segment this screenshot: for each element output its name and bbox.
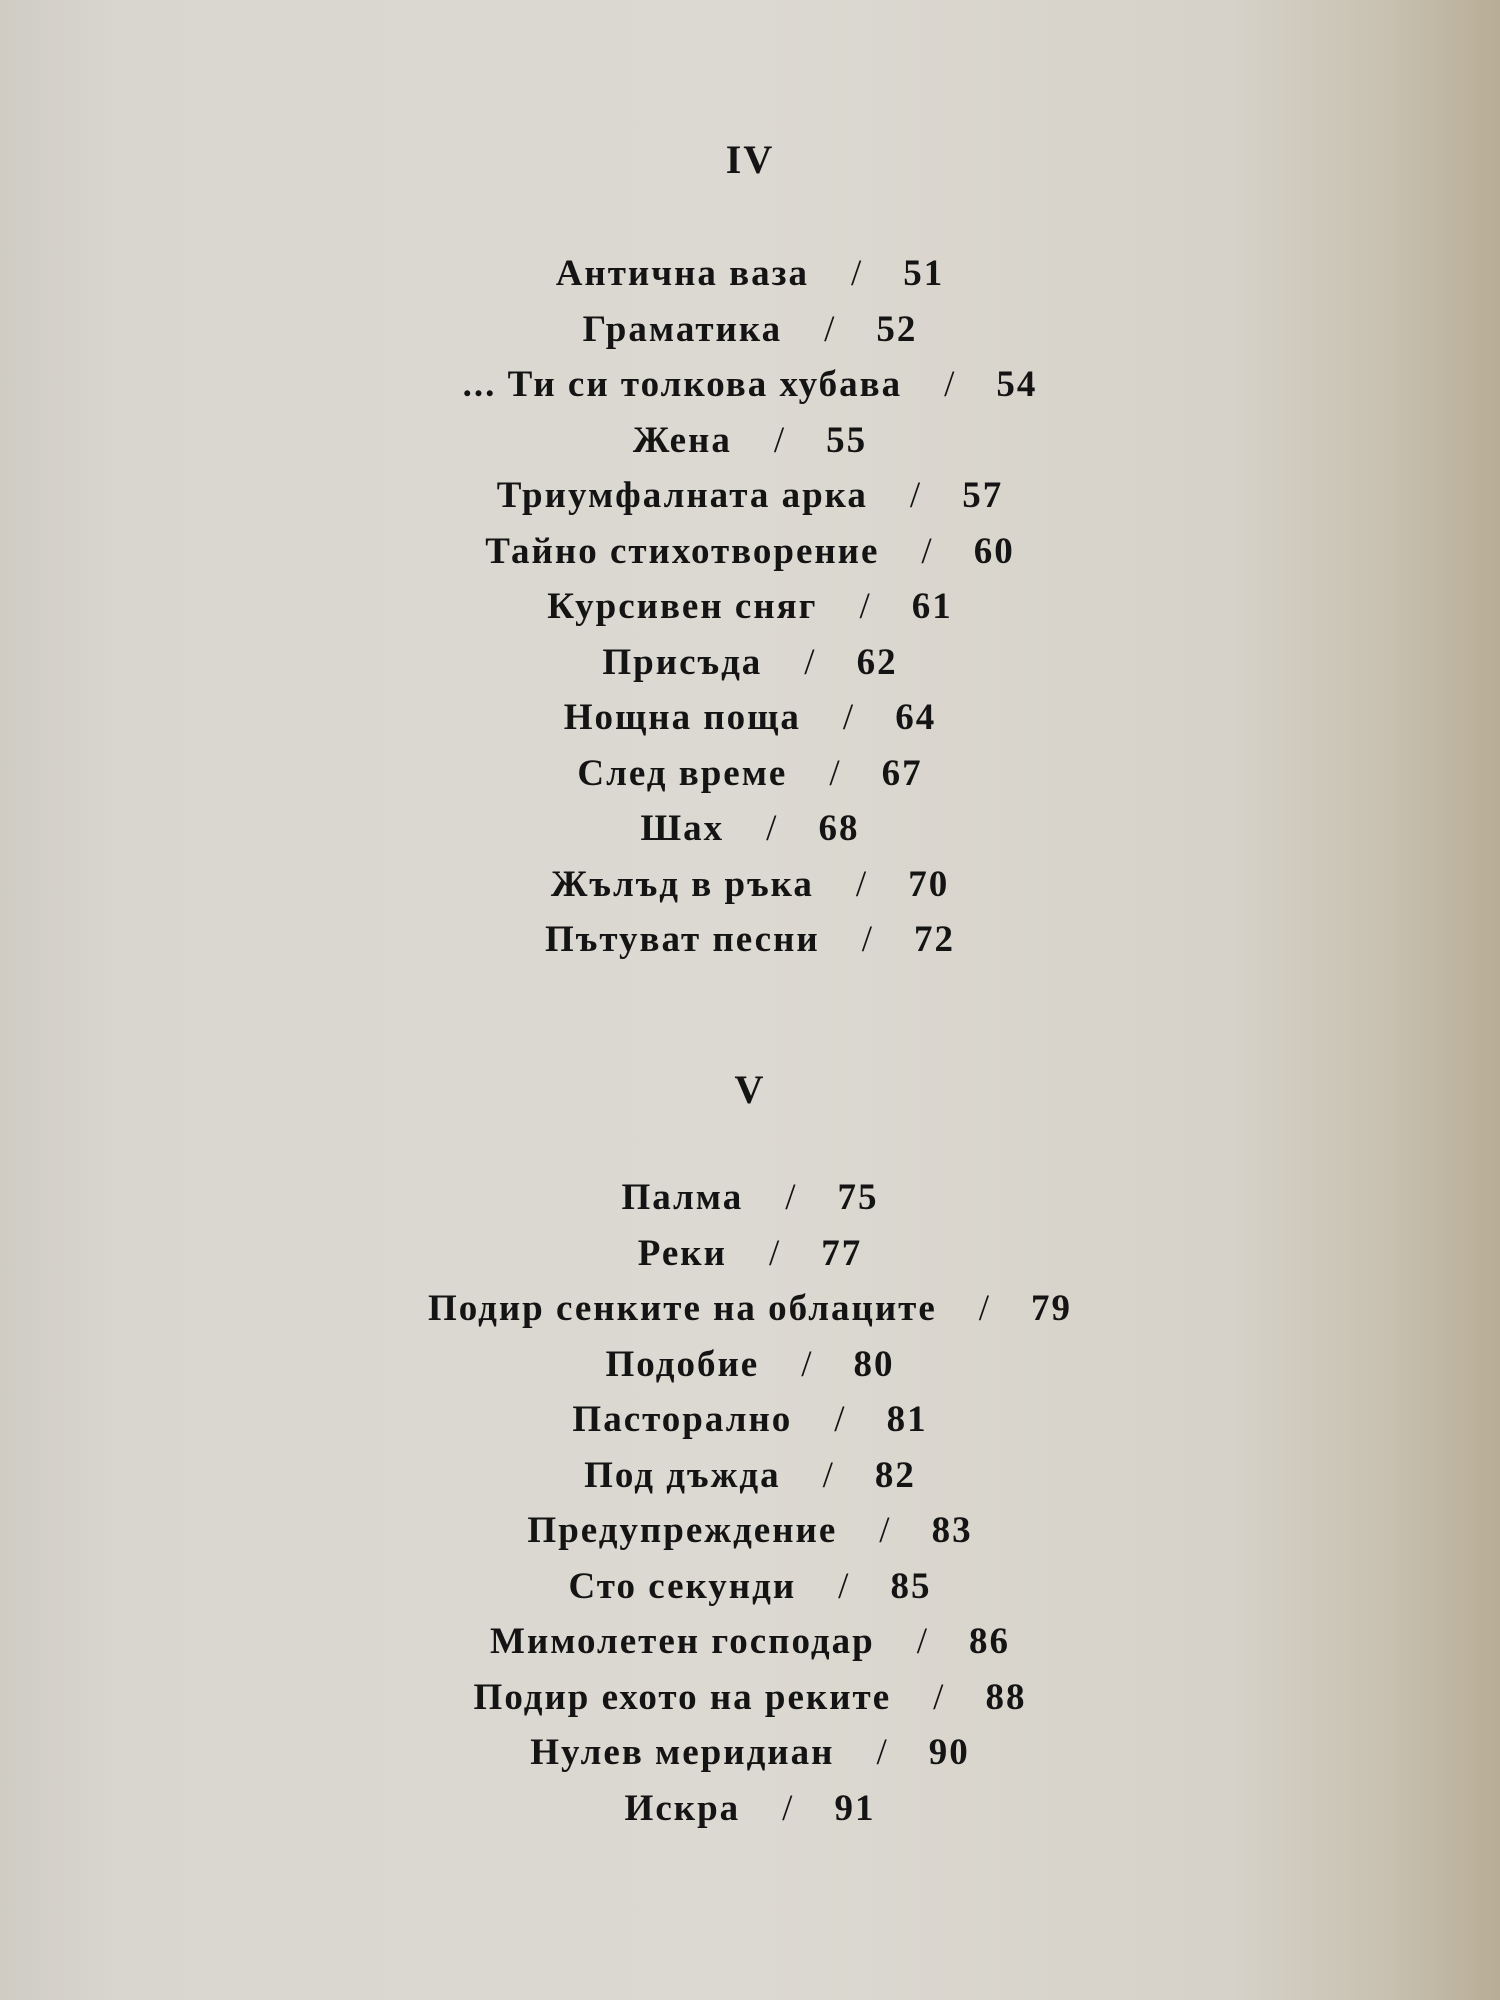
toc-entry-separator: / — [861, 919, 875, 960]
toc-entry — [0, 357, 1500, 413]
toc-entry-separator: / — [801, 1343, 814, 1385]
toc-entry-title: Триумфалната арка — [496, 475, 868, 516]
toc-entry — [0, 413, 1500, 469]
toc-entry — [0, 1559, 1500, 1615]
toc-entry-separator: / — [944, 364, 957, 405]
toc-entry — [0, 1226, 1500, 1282]
toc-entry-page-number: 62 — [856, 641, 898, 683]
toc-entry-page-number: 60 — [973, 530, 1015, 572]
toc-entry-title: Под дъжда — [584, 1454, 781, 1496]
toc-entry-page-number: 83 — [931, 1510, 973, 1551]
toc-entry-title: Пасторално — [572, 1399, 793, 1440]
toc-entry-title: Предупреждение — [527, 1510, 838, 1551]
toc-entry — [0, 468, 1500, 524]
toc-entry-separator: / — [824, 308, 837, 350]
toc-entry-separator: / — [838, 1565, 851, 1607]
toc-entry — [0, 1614, 1500, 1670]
toc-entry-page-number: 67 — [881, 752, 923, 794]
toc-entry — [0, 302, 1500, 358]
toc-entry-separator: / — [909, 475, 923, 516]
toc-entry-separator: / — [785, 1177, 798, 1218]
toc-entry-separator: / — [978, 1288, 992, 1329]
toc-entry-page-number: 85 — [890, 1565, 932, 1607]
toc-entry-page-number: 57 — [962, 475, 1004, 516]
toc-list-section-iv — [0, 246, 1500, 968]
toc-entry — [0, 746, 1500, 802]
toc-list-section-v — [0, 1170, 1500, 1836]
toc-entry-title: Присъда — [602, 641, 763, 683]
toc-entry-separator: / — [855, 863, 869, 905]
toc-entry-title: Пътуват песни — [544, 919, 820, 960]
toc-entry — [0, 690, 1500, 746]
toc-entry-title: Реки — [637, 1232, 727, 1274]
toc-entry-page-number: 51 — [903, 253, 945, 294]
toc-entry-page-number: 72 — [914, 919, 956, 960]
toc-entry-separator: / — [834, 1399, 847, 1440]
toc-entry-title: Курсивен сняг — [547, 586, 818, 627]
toc-entry-separator: / — [851, 253, 864, 294]
toc-entry-page-number: 82 — [874, 1454, 916, 1496]
toc-entry-page-number: 80 — [853, 1343, 895, 1385]
toc-entry-title: Подобие — [605, 1343, 760, 1385]
toc-entry-separator: / — [773, 419, 787, 461]
toc-entry — [0, 1281, 1500, 1337]
toc-entry — [0, 1337, 1500, 1393]
toc-entry-separator: / — [933, 1676, 946, 1718]
toc-entry-page-number: 77 — [821, 1232, 863, 1274]
toc-entry-page-number: 88 — [985, 1676, 1027, 1718]
toc-entry-page-number: 91 — [834, 1787, 876, 1829]
toc-entry-title: Подир сенките на облаците — [427, 1288, 937, 1329]
toc-entry-separator: / — [876, 1732, 889, 1773]
toc-entry-title: Жълъд в ръка — [550, 863, 814, 905]
toc-entry-title: Нощна поща — [563, 697, 801, 738]
toc-entry — [0, 1392, 1500, 1448]
toc-entry — [0, 1170, 1500, 1226]
toc-entry — [0, 246, 1500, 302]
toc-entry — [0, 1781, 1500, 1837]
toc-entry-title: Подир ехото на реките — [473, 1676, 892, 1718]
toc-entry-title: Искра — [624, 1787, 741, 1829]
toc-entry-title: Шах — [640, 808, 725, 849]
toc-entry — [0, 579, 1500, 635]
toc-entry — [0, 635, 1500, 691]
toc-entry-title: Тайно стихотворение — [485, 530, 880, 572]
toc-entry-page-number: 86 — [968, 1621, 1010, 1662]
toc-entry — [0, 1448, 1500, 1504]
toc-entry-separator: / — [921, 530, 934, 572]
toc-entry-separator: / — [879, 1510, 892, 1551]
toc-entry-title: ... Ти си толкова хубава — [462, 364, 903, 405]
toc-entry-separator: / — [842, 697, 856, 738]
toc-entry-page-number: 90 — [928, 1732, 970, 1773]
toc-entry-page-number: 55 — [826, 419, 868, 461]
toc-entry-title: Антична ваза — [555, 253, 810, 294]
toc-entry-separator: / — [916, 1621, 929, 1662]
toc-entry-separator: / — [782, 1787, 795, 1829]
toc-entry-title: Жена — [632, 419, 732, 461]
toc-entry-page-number: 68 — [818, 808, 860, 849]
toc-entry — [0, 857, 1500, 913]
toc-entry-title: Нулев меридиан — [530, 1732, 835, 1773]
toc-entry-separator: / — [829, 752, 842, 794]
toc-entry — [0, 1670, 1500, 1726]
toc-entry-page-number: 54 — [996, 364, 1038, 405]
toc-entry-page-number: 70 — [908, 863, 950, 905]
toc-entry — [0, 1503, 1500, 1559]
toc-entry-separator: / — [768, 1232, 782, 1274]
toc-entry-separator: / — [804, 641, 817, 683]
toc-entry-title: След време — [577, 752, 788, 794]
toc-entry-page-number: 79 — [1031, 1288, 1073, 1329]
toc-entry-title: Палма — [621, 1177, 744, 1218]
toc-entry-title: Граматика — [582, 308, 783, 350]
section-heading-v: V — [734, 1067, 766, 1112]
toc-entry — [0, 1725, 1500, 1781]
toc-entry — [0, 801, 1500, 857]
toc-entry-page-number: 64 — [895, 697, 937, 738]
toc-entry-title: Мимолетен господар — [490, 1621, 875, 1662]
toc-entry — [0, 524, 1500, 580]
toc-entry-separator: / — [822, 1454, 835, 1496]
toc-entry — [0, 912, 1500, 968]
toc-entry-separator: / — [859, 586, 872, 627]
toc-entry-page-number: 81 — [886, 1399, 928, 1440]
section-heading-iv: IV — [725, 137, 775, 182]
toc-entry-page-number: 52 — [876, 308, 918, 350]
toc-entry-page-number: 75 — [837, 1177, 879, 1218]
toc-entry-title: Сто секунди — [568, 1565, 797, 1607]
toc-entry-page-number: 61 — [911, 586, 953, 627]
toc-entry-separator: / — [766, 808, 779, 849]
